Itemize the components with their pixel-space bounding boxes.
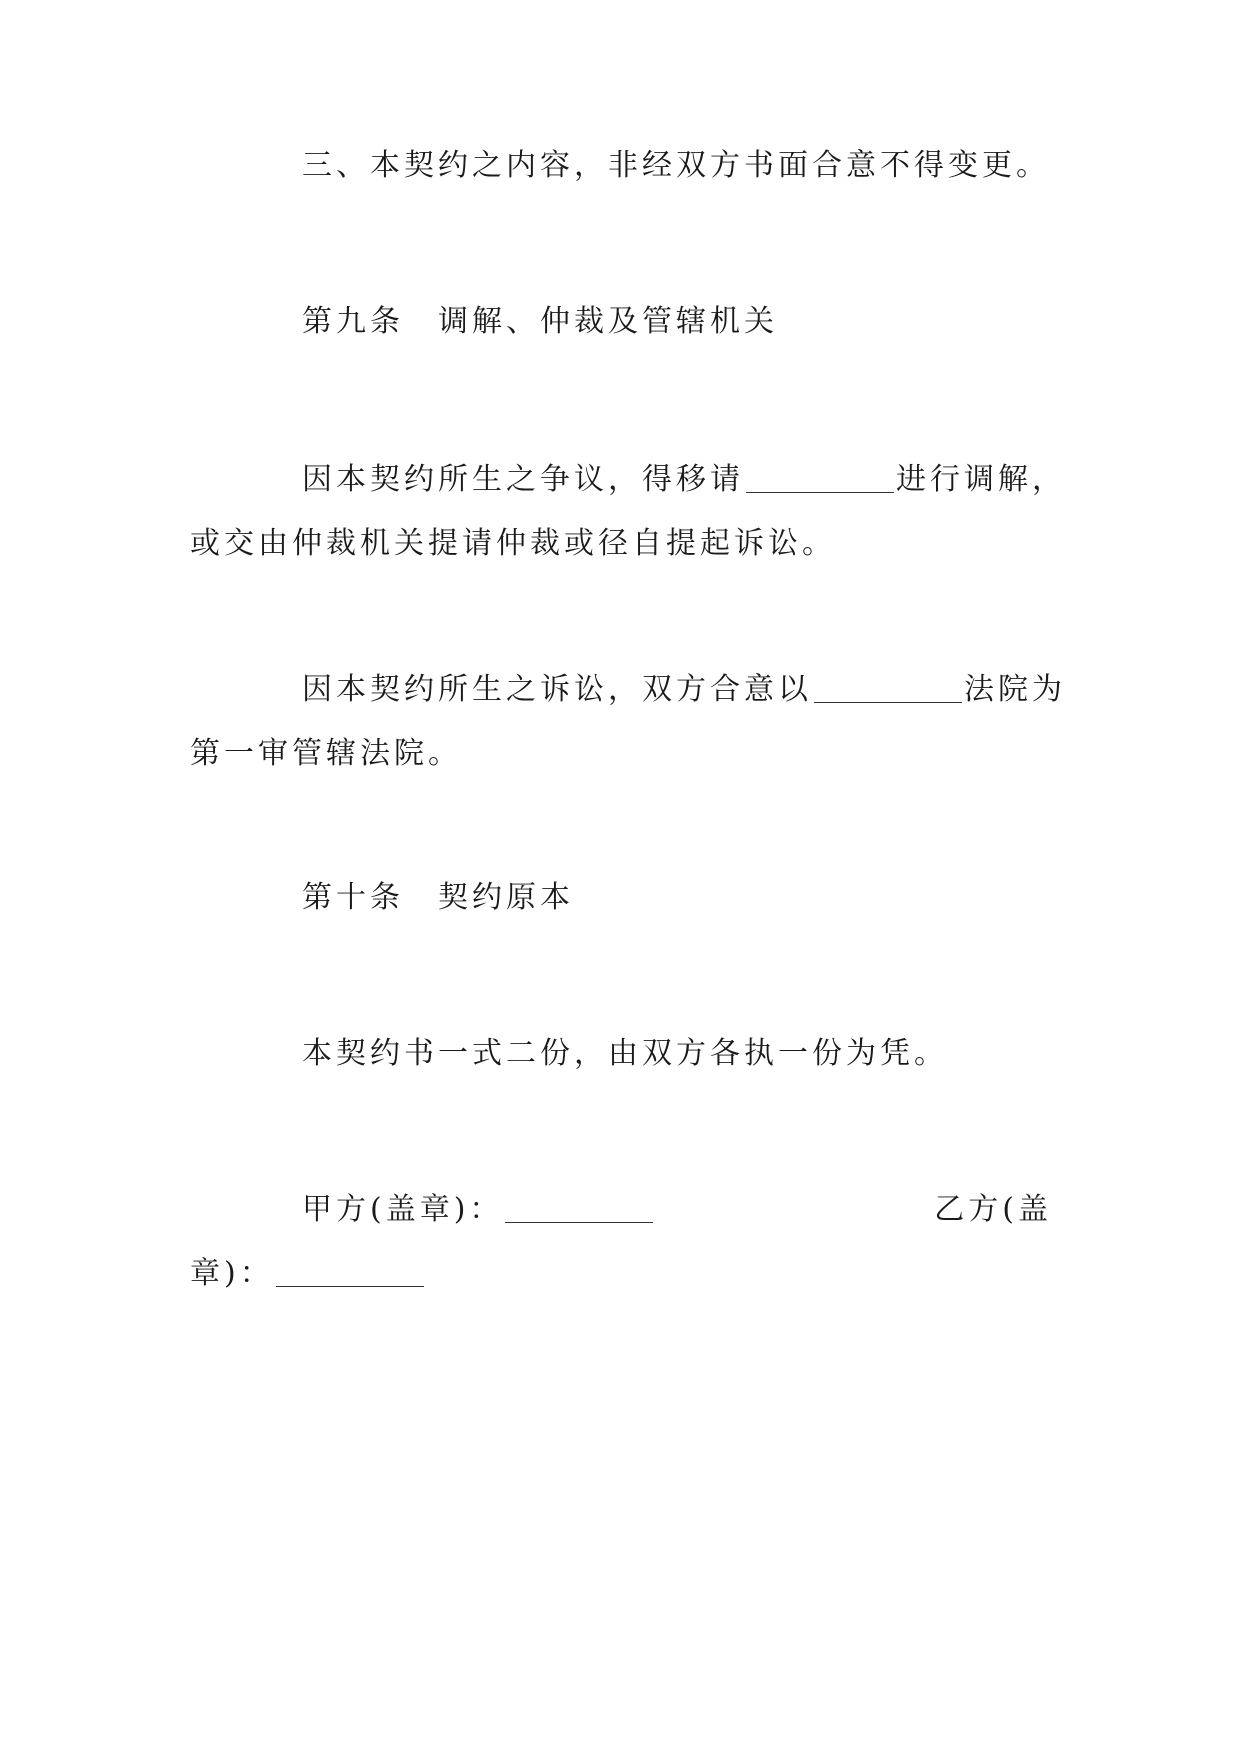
article-9-heading [190, 290, 1164, 354]
jurisdiction-paragraph [190, 658, 1066, 786]
article-10-heading-text: 第十条 契约原本 [302, 880, 574, 915]
jurisdiction-line-2: 第一审管辖法院。 [190, 736, 462, 771]
signature-block [190, 1178, 1052, 1306]
mediation-text-after: 进行调解， [896, 462, 1066, 497]
jurisdiction-blank [814, 672, 962, 703]
party-a-signature-blank [505, 1192, 653, 1223]
mediation-blank [746, 462, 894, 493]
mediation-line-1 [190, 448, 1066, 512]
mediation-paragraph [190, 448, 1066, 576]
clause-3-text: 三、本契约之内容，非经双方书面合意不得变更。 [302, 148, 1050, 183]
copies-clause [190, 1022, 1164, 1086]
clause-3 [190, 134, 1164, 198]
signature-line-2 [190, 1242, 1052, 1306]
article-9-heading-text: 第九条 调解、仲裁及管辖机关 [302, 304, 778, 339]
party-b-signature-blank [276, 1256, 424, 1287]
mediation-text-before: 因本契约所生之争议，得移请 [302, 462, 744, 497]
party-b-label-part-2: 章)： [190, 1256, 274, 1291]
mediation-line-2: 或交由仲裁机关提请仲裁或径自提起诉讼。 [190, 526, 836, 561]
copies-clause-text: 本契约书一式二份，由双方各执一份为凭。 [302, 1036, 948, 1071]
party-b-label-part-1: 乙方(盖 [934, 1192, 1052, 1227]
party-a-label: 甲方(盖章)： [302, 1192, 504, 1227]
article-10-heading [190, 866, 1164, 930]
signature-line-1 [190, 1178, 1052, 1242]
jurisdiction-text-before: 因本契约所生之诉讼，双方合意以 [302, 672, 812, 707]
jurisdiction-text-after: 法院为 [964, 672, 1066, 707]
jurisdiction-line-1 [190, 658, 1066, 722]
